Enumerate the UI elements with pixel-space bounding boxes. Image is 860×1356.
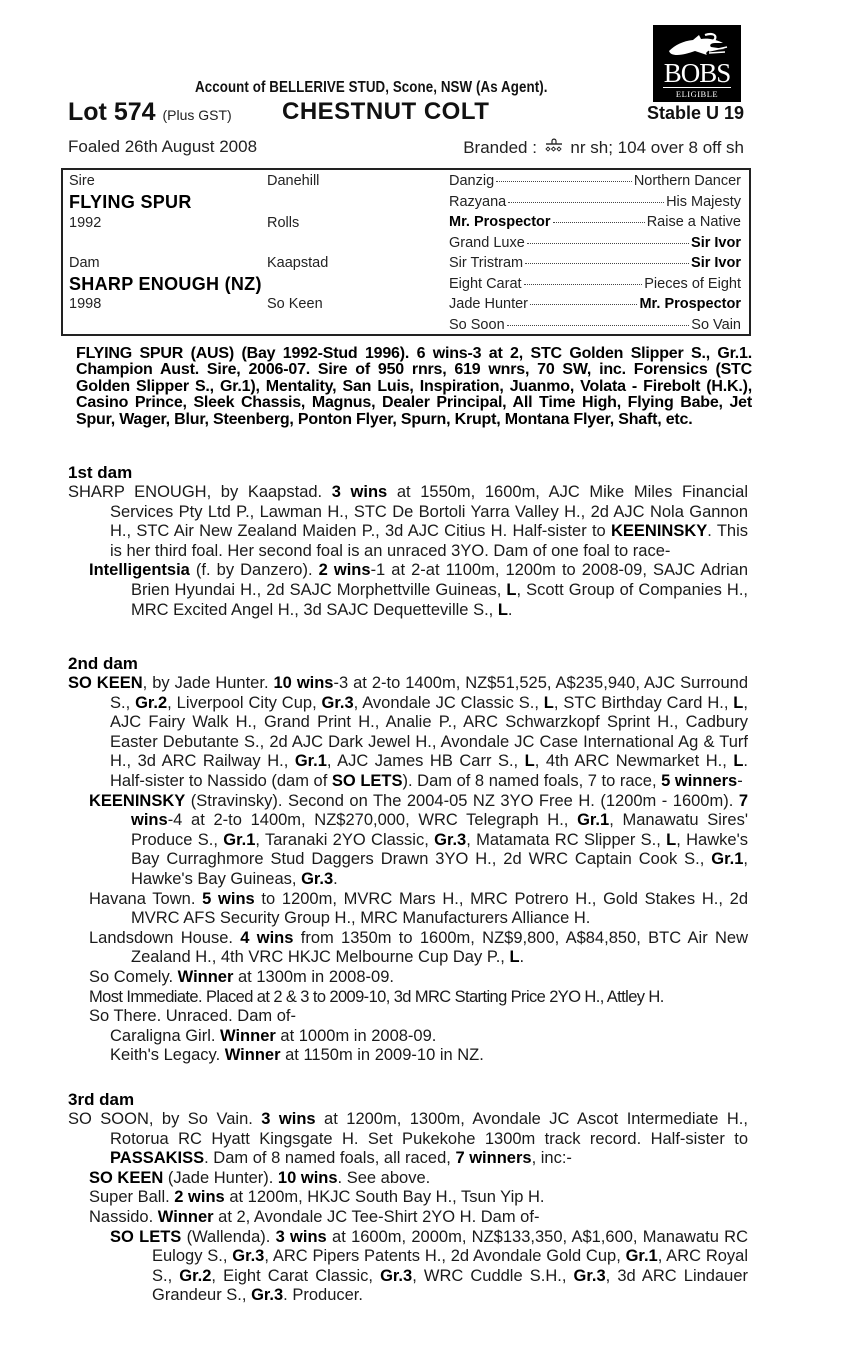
bold-text: 3 wins	[275, 1227, 327, 1246]
leader-dots	[496, 181, 632, 182]
great-grandparent-name: Raise a Native	[646, 214, 741, 230]
text: . See above.	[337, 1168, 431, 1187]
text: , 4th ARC Newmarket H.,	[534, 752, 734, 771]
leader-dots	[553, 222, 645, 223]
text: at 1600m, 2000m, NZ$133,350, A$1,600, Manawatu RC Eulogy S.,	[152, 1227, 749, 1266]
text: , AJC James HB Carr S.,	[326, 752, 525, 771]
bold-text: Gr.3	[232, 1247, 265, 1266]
stable-location: Stable U 19	[646, 103, 744, 123]
pedigree-table	[61, 168, 751, 336]
grandparent-name: Sir Tristram	[449, 255, 524, 271]
text: , Manawatu Sires' Produce S.,	[131, 811, 748, 849]
dam-year: 1998	[69, 296, 102, 312]
brand-mark-icon	[544, 137, 564, 155]
bold-text: Gr.1	[625, 1247, 658, 1266]
great-grandparent-name: Sir Ivor	[691, 234, 741, 251]
bold-text: Gr.3	[251, 1286, 284, 1305]
third-dam-section	[68, 1090, 748, 1306]
text: Most Immediate. Placed at 2 & 3 to 2009-10, 3d MRC Starting Price 2YO H., Attley H.	[89, 987, 664, 1006]
text: (Wallenda).	[181, 1227, 276, 1246]
grandparent-name: Eight Carat	[449, 275, 522, 292]
branded-details: nr sh; 104 over 8 off sh	[570, 138, 744, 157]
great-grandparent-name: Sir Ivor	[691, 255, 741, 271]
pedigree-entry	[68, 483, 748, 561]
text: , Avondale JC Classic S.,	[353, 693, 544, 712]
text: , Scott Group of Companies H., MRC Excited Angel H., 3d SAJC Dequetteville S.,	[131, 580, 748, 619]
pedigree-grandparent-row	[449, 235, 741, 255]
bold-text: SO LETS	[331, 771, 403, 790]
bold-text: KEENINSKY	[89, 791, 186, 810]
pedigree-grandparent-row	[449, 173, 741, 193]
text: at 1550m, 1600m, AJC Mike Miles Financial Services Pty Ltd P., Lawman H., STC De Bortoli Yarra Valley H., 2d AJC Nola Gannon H., STC Air New Zealand Maiden P., 3d AJC Citius H. Half-sister to	[110, 483, 748, 541]
text: , ARC Royal S.,	[152, 1247, 749, 1285]
bobs-eligible-logo	[653, 25, 741, 102]
text: at 2, Avondale JC Tee-Shirt 2YO H. Dam of-	[213, 1207, 540, 1226]
text: at 1150m in 2009-10 in NZ.	[280, 1046, 484, 1065]
bold-text: Winner	[220, 1026, 276, 1045]
text: , Hawke's Bay Guineas,	[131, 850, 748, 888]
bold-text: 7 wins	[131, 791, 748, 830]
dam-sire: Kaapstad	[267, 255, 329, 271]
pedigree-entry	[68, 1007, 748, 1027]
pedigree-entry	[68, 1046, 748, 1066]
grandparent-name: Mr. Prospector	[449, 214, 551, 230]
text: , Eight Carat Classic,	[211, 1266, 381, 1285]
text: , Matamata RC Slipper S.,	[466, 830, 667, 849]
grandparent-name: Grand Luxe	[449, 234, 525, 251]
bold-text: L	[733, 752, 744, 771]
lot-label: Lot 574	[68, 98, 156, 126]
bold-text: Gr.3	[380, 1266, 413, 1285]
bold-text: Intelligentsia	[89, 561, 190, 580]
text: .	[519, 948, 525, 967]
pedigree-entry	[68, 1228, 748, 1306]
bold-text: Gr.3	[321, 693, 354, 712]
text: , Liverpool City Cup,	[167, 693, 322, 712]
text: SO SOON, by So Vain.	[68, 1110, 262, 1128]
lot-number	[68, 98, 232, 127]
text: So Comely.	[89, 967, 178, 986]
pedigree-entry	[68, 1208, 748, 1228]
grandparent-name: Danzig	[449, 173, 495, 189]
bold-text: PASSAKISS	[110, 1149, 205, 1168]
bold-text: Gr.2	[135, 693, 168, 712]
text: . Half-sister to Nassido (dam of	[110, 752, 748, 790]
pedigree-entry	[68, 988, 748, 1008]
text: .	[507, 600, 513, 619]
grandparent-name: So Soon	[449, 316, 505, 333]
bold-text: L	[733, 693, 744, 712]
text: , Hawke's Bay Curraghmore Stud Daggers Drawn 3YO H., 2d WRC Captain Cook S.,	[131, 830, 748, 869]
leader-dots	[530, 304, 637, 305]
bold-text: Gr.1	[577, 811, 610, 830]
text: -1 at 2-at 1100m, 1200m to 2008-09, SAJC Adrian Brien Hyundai H., 2d SAJC Morphettville Guineas,	[131, 561, 749, 599]
text: Caraligna Girl.	[110, 1026, 221, 1045]
text: So There. Unraced. Dam of-	[89, 1007, 296, 1026]
bold-text: 4 wins	[240, 928, 294, 947]
bold-text: L	[506, 580, 517, 599]
text: -3 at 2-to 1400m, NZ$51,525, A$235,940, AJC Surround S.,	[110, 674, 748, 712]
horse-head-icon	[665, 31, 729, 59]
text: Nassido.	[89, 1207, 158, 1226]
bold-text: KEENINSKY	[611, 522, 708, 541]
text: (Stravinsky). Second on The 2004-05 NZ 3YO Free H. (1200m - 1600m).	[185, 791, 739, 810]
text: , AJC Fairy Walk H., Grand Print H., Analie P., ARC Schwarzkopf Sprint H., Cadbury Easter Debutante S., 2d AJC Dark Jewel H., Avondale JC Case International Ag & Turf H., 3d ARC Railway H.,	[110, 693, 748, 771]
great-grandparent-name: So Vain	[691, 316, 741, 333]
bold-text: 2 wins	[318, 561, 371, 580]
pedigree-entry	[68, 1110, 748, 1169]
text: , STC Birthday Card H.,	[553, 693, 734, 712]
sire-summary: FLYING SPUR (AUS) (Bay 1992-Stud 1996). 6 wins-3 at 2, STC Golden Slipper S., Gr.1. Champion Aust. Sire, 2006-07. Sire of 950 rnrs, 619 wnrs, 70 SW, inc. Forensics (STC Golden Slipper S., Gr.1), Mentality, San Luis, Inspiration, Juanmo, Volata - Firebolt (H.K.), Casino Prince, Sleek Chassis, Magnus, Dealer Principal, All Time High, Flying Babe, Jet Spur, Wager, Blur, Steenberg, Ponton Flyer, Spurn, Krupt, Montana Flyer, Shaft, etc.	[76, 345, 752, 428]
bold-text: SO KEEN	[68, 674, 143, 692]
text: SHARP ENOUGH, by Kaapstad.	[68, 483, 332, 501]
branded-info	[463, 137, 744, 158]
pedigree-grandparent-row	[449, 255, 741, 275]
bold-text: L	[497, 600, 508, 619]
bold-text: Gr.1	[711, 850, 744, 869]
text: Keith's Legacy.	[110, 1046, 225, 1065]
text: at 1300m in 2008-09.	[233, 967, 394, 986]
grandparent-name: Jade Hunter	[449, 296, 528, 312]
lot-gst: (Plus GST)	[162, 107, 232, 123]
great-grandparent-name: Pieces of Eight	[644, 275, 741, 292]
bold-text: 10 wins	[277, 1168, 338, 1187]
leader-dots	[508, 202, 664, 203]
bold-text: 2 wins	[174, 1188, 225, 1207]
text: at 1000m in 2008-09.	[275, 1026, 437, 1045]
bold-text: 5 winners	[661, 771, 738, 790]
text: , inc:-	[531, 1149, 572, 1168]
text: , 3d ARC Lindauer Grandeur S.,	[152, 1266, 749, 1305]
text: to 1200m, MVRC Mars H., MRC Potrero H., Gold Stakes H., 2d MVRC AFS Security Group H., MRC Manufacturers Alliance H.	[131, 889, 748, 928]
first-dam-section	[68, 463, 748, 620]
leader-dots	[527, 243, 689, 244]
pedigree-entry	[68, 968, 748, 988]
text: .	[333, 869, 338, 888]
vendor-account: Account of BELLERIVE STUD, Scone, NSW (As Agent).	[195, 79, 548, 96]
logo-subtext: ELIGIBLE	[663, 87, 731, 99]
pedigree-grandparent-row	[449, 296, 741, 316]
text: (f. by Danzero).	[189, 561, 319, 580]
text: Landsdown House.	[89, 928, 241, 947]
pedigree-grandparent-row	[449, 214, 741, 234]
bold-text: 3 wins	[331, 483, 388, 501]
text: Super Ball.	[89, 1188, 175, 1207]
bold-text: 7 winners	[455, 1149, 532, 1168]
dam-dam: So Keen	[267, 296, 323, 312]
bold-text: SO KEEN	[89, 1168, 164, 1187]
text: , Taranaki 2YO Classic,	[255, 830, 435, 849]
sire-sire: Danehill	[267, 173, 320, 189]
bold-text: SO LETS	[110, 1227, 182, 1246]
leader-dots	[507, 325, 690, 326]
grandparent-name: Razyana	[449, 193, 507, 210]
pedigree-entry	[68, 561, 748, 620]
branded-label: Branded :	[463, 138, 537, 157]
pedigree-entry	[68, 1188, 748, 1208]
great-grandparent-name: Mr. Prospector	[639, 296, 741, 312]
pedigree-entry	[68, 890, 748, 929]
text: (Jade Hunter).	[163, 1168, 278, 1187]
bold-text: L	[543, 693, 554, 712]
lot-title-line	[68, 98, 744, 130]
text: Havana Town.	[89, 889, 203, 908]
text: . Dam of 8 named foals, all raced,	[204, 1149, 456, 1168]
bold-text: Gr.3	[434, 830, 467, 849]
bold-text: Winner	[224, 1046, 281, 1065]
text: at 1200m, HKJC South Bay H., Tsun Yip H.	[224, 1188, 545, 1207]
bold-text: Winner	[177, 967, 234, 986]
section-heading: 3rd dam	[68, 1090, 135, 1109]
leader-dots	[524, 284, 643, 285]
bold-text: 10 wins	[273, 674, 334, 692]
bold-text: Gr.1	[223, 830, 256, 849]
pedigree-entry	[68, 929, 748, 968]
text: -4 at 2-to 1400m, NZ$270,000, WRC Telegraph H.,	[167, 811, 578, 830]
sire-dam: Rolls	[267, 215, 300, 231]
pedigree-entry	[68, 674, 748, 792]
second-dam-section	[68, 654, 748, 1066]
bold-text: 5 wins	[202, 889, 255, 908]
bold-text: Winner	[157, 1207, 214, 1226]
horse-title: CHESTNUT COLT	[282, 98, 490, 125]
dam-label: Dam	[69, 255, 100, 271]
text: ). Dam of 8 named foals, 7 to race,	[402, 771, 662, 790]
text: from 1350m to 1600m, NZ$9,800, A$84,850, BTC Air New Zealand H., 4th VRC HKJC Melbourne Cup Day P.,	[131, 928, 748, 967]
bold-text: Gr.2	[179, 1266, 212, 1285]
logo-text: BOBS	[663, 58, 731, 88]
pedigree-entry	[68, 792, 748, 890]
bold-text: Gr.3	[573, 1266, 606, 1285]
dam-name: SHARP ENOUGH (NZ)	[69, 274, 262, 294]
text: , by Jade Hunter.	[142, 674, 274, 692]
text: , ARC Pipers Patents H., 2d Avondale Gold Cup,	[264, 1247, 626, 1266]
great-grandparent-name: His Majesty	[666, 193, 741, 210]
sire-year: 1992	[69, 215, 102, 231]
great-grandparent-name: Northern Dancer	[633, 173, 741, 189]
bold-text: L	[666, 830, 677, 849]
text: . Producer.	[283, 1286, 363, 1305]
sire-name: FLYING SPUR	[69, 192, 192, 212]
section-heading: 2nd dam	[68, 654, 138, 673]
pedigree-grandparent-row	[449, 317, 741, 337]
bold-text: L	[509, 948, 520, 967]
foaled-date: Foaled 26th August 2008	[68, 137, 258, 156]
text: , WRC Cuddle S.H.,	[412, 1266, 574, 1285]
bold-text: 3 wins	[261, 1110, 316, 1128]
pedigree-entry	[68, 1169, 748, 1189]
pedigree-grandparent-row	[449, 276, 741, 296]
section-heading: 1st dam	[68, 463, 133, 482]
leader-dots	[525, 263, 689, 264]
pedigree-entry	[68, 1027, 748, 1047]
text: at 1200m, 1300m, Avondale JC Ascot Intermediate H., Rotorua RC Hyatt Kingsgate H. Set Pukekohe 1300m track record. Half-sister to	[110, 1110, 748, 1148]
text: . This is her third foal. Her second foal is an unraced 3YO. Dam of one foal to race-	[110, 522, 749, 560]
text: -	[737, 771, 743, 790]
sire-label: Sire	[69, 173, 95, 189]
bold-text: Gr.3	[301, 869, 334, 888]
bold-text: Gr.1	[294, 752, 327, 771]
bold-text: L	[524, 752, 535, 771]
pedigree-grandparent-row	[449, 194, 741, 214]
